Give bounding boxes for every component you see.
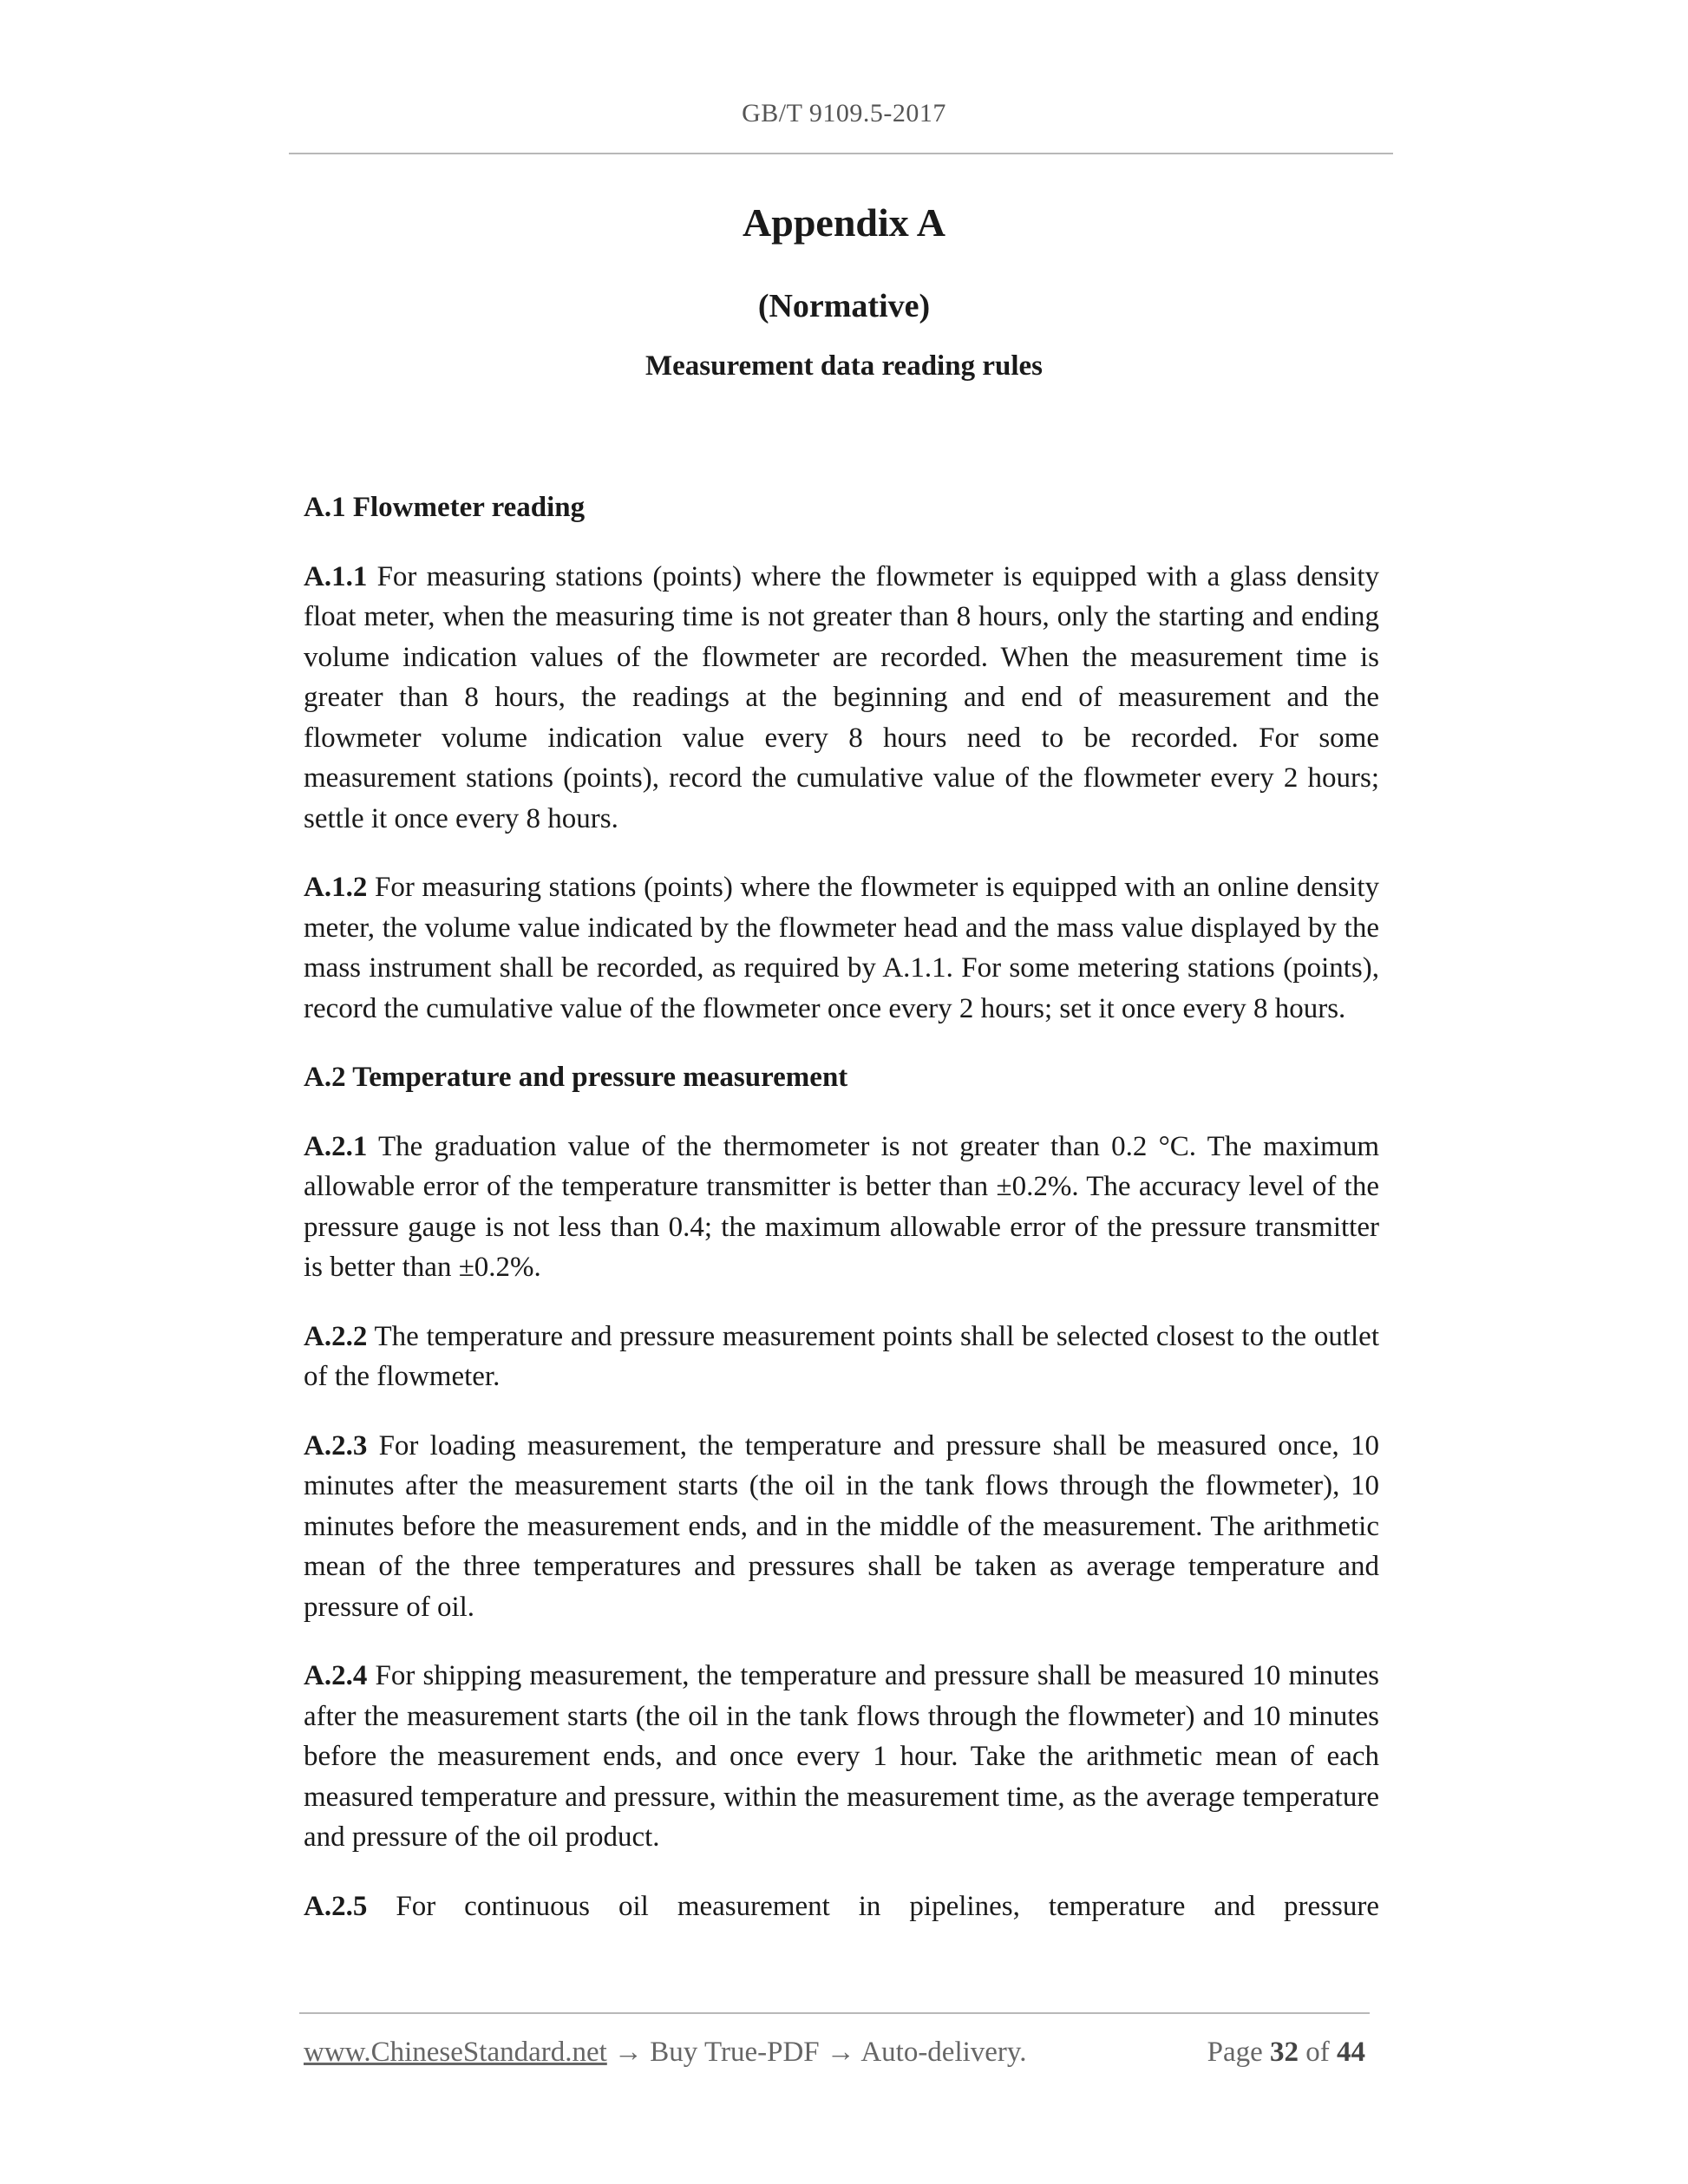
page-current: 32 <box>1270 2037 1299 2068</box>
page-label: Page <box>1207 2037 1263 2068</box>
clause-paragraph <box>304 1317 1379 1397</box>
clause-text: For measuring stations (points) where the flowmeter is equipped with a glass density float meter, when the measuring time is not greater than 8 hours, only the starting and ending volume indication values of the flowmeter are recorded. When the measurement time is greater than 8 hours, the readings at the beginning and end of measurement and the flowmeter volume indication value every 8 hours need to be recorded. For some measurement stations (points), record the cumulative value of the flowmeter every 2 hours; settle it once every 8 hours. <box>304 560 1379 834</box>
clause-number: A.2.2 <box>304 1320 368 1352</box>
of-label: of <box>1305 2037 1330 2068</box>
section-heading: A.1 Flowmeter reading <box>304 492 586 523</box>
page-total: 44 <box>1337 2037 1365 2068</box>
clause-text: For loading measurement, the temperature and pressure shall be measured once, 10 minutes after the measurement starts (the oil in the tank flows through the flowmeter), 10 minutes before the measurement ends, and in the middle of the measurement. The arithmetic mean of the three temperatures and pressures shall be taken as average temperature and pressure of oil. <box>304 1429 1380 1623</box>
clause-paragraph <box>304 867 1379 1029</box>
clause-text: For shipping measurement, the temperature and pressure shall be measured 10 minutes after the measurement starts (the oil in the tank flows through the flowmeter) and 10 minutes before the measurement ends, and once every 1 hour. Take the arithmetic mean of each measured temperature and pressure, within the measurement time, as the average temperature and pressure of the oil product. <box>304 1660 1379 1853</box>
section-heading: A.2 Temperature and pressure measurement <box>304 1062 848 1093</box>
clause-number: A.2.5 <box>304 1890 368 1922</box>
auto-delivery-text: Auto-delivery. <box>860 2037 1027 2068</box>
clause-paragraph <box>304 1426 1379 1628</box>
appendix-subject: Measurement data reading rules <box>645 350 1043 382</box>
clause-number: A.1.1 <box>304 560 368 592</box>
clause-text: The graduation value of the thermometer is not greater than 0.2 °C. The maximum allowable error of the temperature transmitter is better than ±0.2%. The accuracy level of the pressure gauge is not less than 0.4; the maximum allowable error of the pressure transmitter is better than ±0.2%. <box>304 1130 1380 1283</box>
document-body <box>304 487 1379 1955</box>
footer-divider <box>299 2012 1370 2014</box>
clause-number: A.2.1 <box>304 1130 368 1162</box>
arrow-right-icon: → <box>826 2037 855 2068</box>
clause-number: A.2.4 <box>304 1660 368 1691</box>
buy-pdf-text: Buy True-PDF <box>650 2037 820 2068</box>
appendix-title: Appendix A <box>743 200 945 245</box>
header-divider <box>289 153 1393 154</box>
page-indicator <box>1207 2037 1365 2069</box>
clause-paragraph <box>304 1886 1379 1927</box>
clause-paragraph <box>304 557 1379 840</box>
clause-paragraph <box>304 1656 1379 1858</box>
clause-text: For measuring stations (points) where the flowmeter is equipped with an online density meter, the volume value indicated by the flowmeter head and the mass value displayed by the mass instrument shall be recorded, as required by A.1.1. For some metering stations (points), record the cumulative value of the flowmeter once every 2 hours; set it once every 8 hours. <box>304 872 1380 1024</box>
clause-text: The temperature and pressure measurement points shall be selected closest to the outlet of the flowmeter. <box>304 1320 1380 1392</box>
appendix-type: (Normative) <box>757 288 931 324</box>
clause-text: For continuous oil measurement in pipelines, temperature and pressure <box>396 1890 1379 1922</box>
clause-number: A.2.3 <box>304 1429 368 1461</box>
clause-number: A.1.2 <box>304 872 368 903</box>
arrow-right-icon: → <box>614 2037 644 2068</box>
clause-paragraph <box>304 1127 1379 1288</box>
website-link[interactable]: www.ChineseStandard.net <box>304 2037 607 2068</box>
footer-links <box>304 2037 1027 2069</box>
standard-code: GB/T 9109.5-2017 <box>742 99 946 128</box>
